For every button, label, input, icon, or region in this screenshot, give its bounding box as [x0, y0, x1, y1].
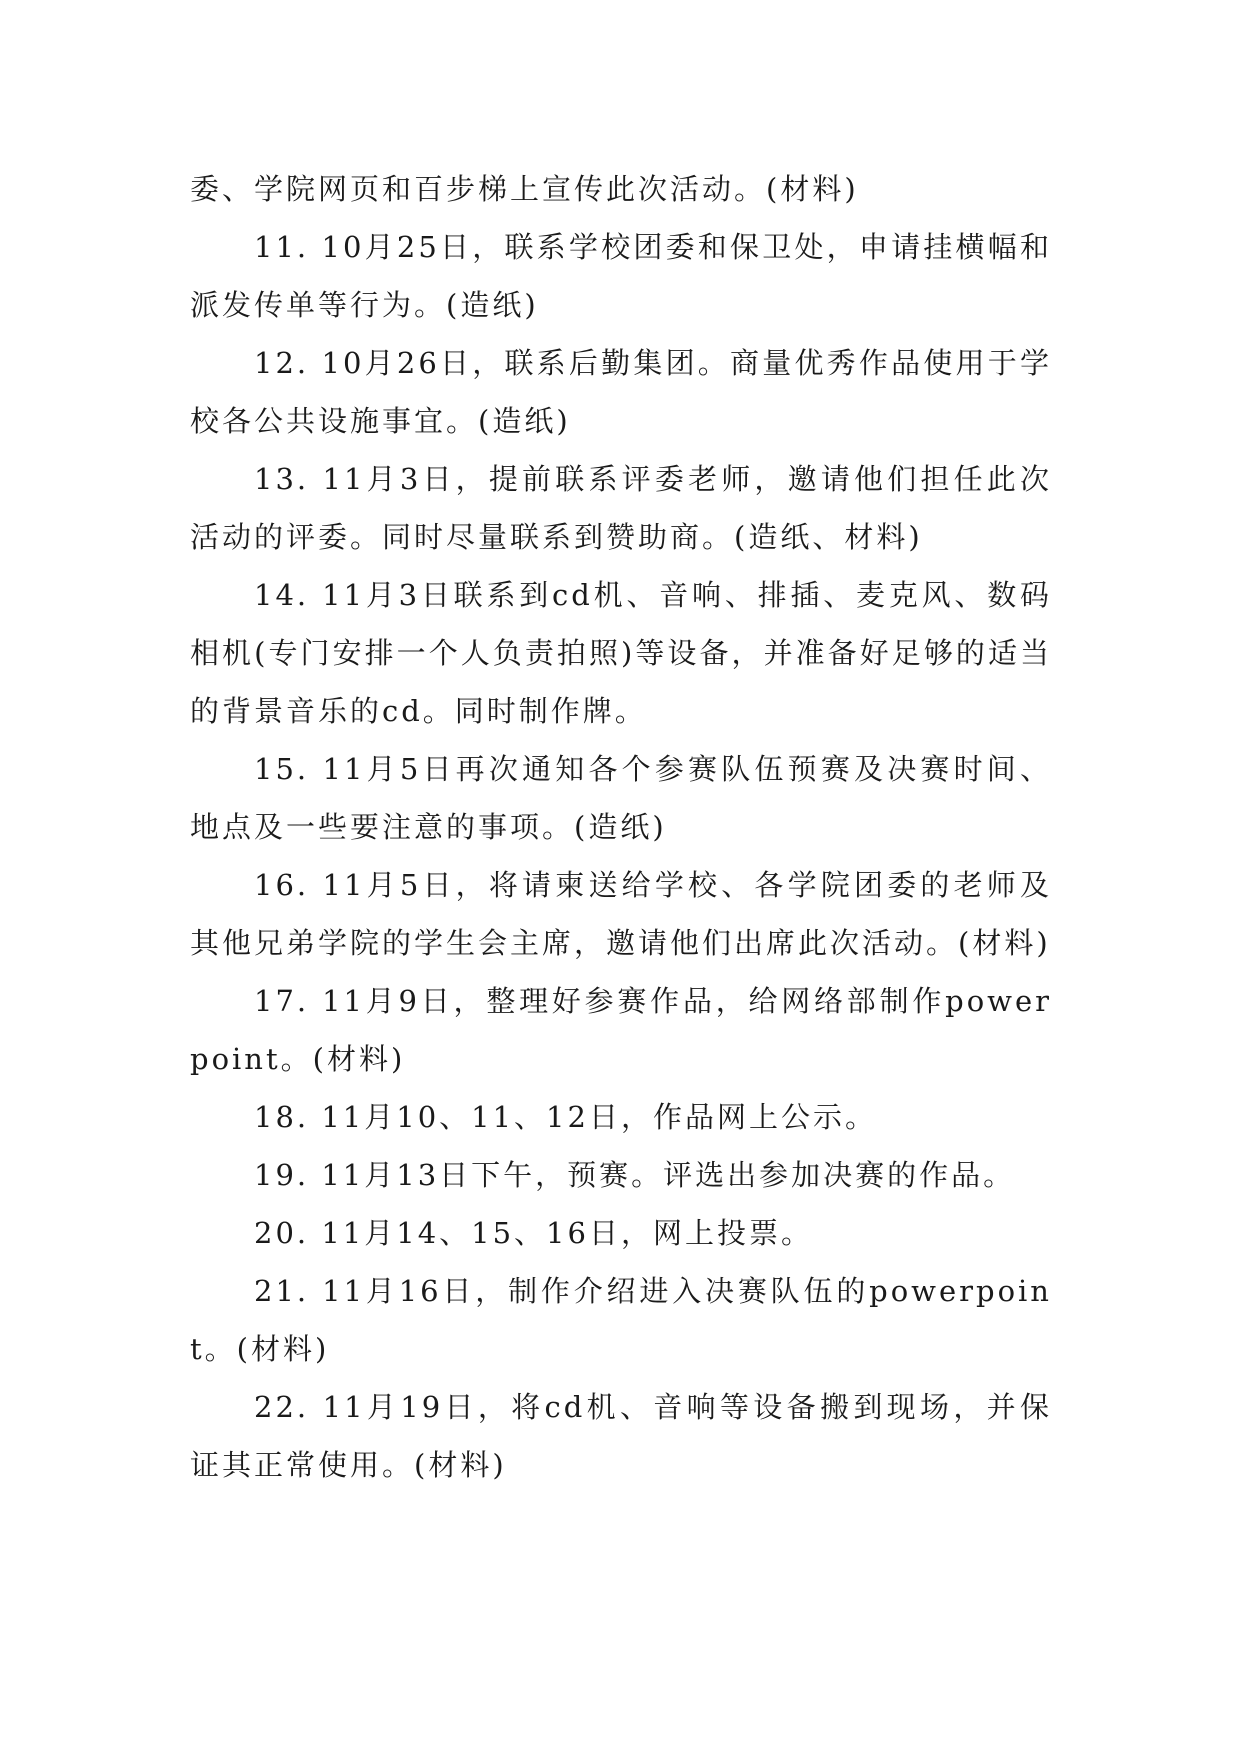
document-body [190, 160, 1052, 1494]
paragraph-item-14: 14. 11月3日联系到cd机、音响、排插、麦克风、数码相机(专门安排一个人负责拍照)等设备，并准备好足够的适当的背景音乐的cd。同时制作牌。 [190, 578, 1052, 728]
paragraph-item-19: 19. 11月13日下午，预赛。评选出参加决赛的作品。 [254, 1158, 1016, 1192]
paragraph-item-17: 17. 11月9日，整理好参赛作品，给网络部制作powerpoint。(材料) [190, 984, 1052, 1076]
paragraph-item-12: 12. 10月26日，联系后勤集团。商量优秀作品使用于学校各公共设施事宜。(造纸) [190, 346, 1052, 438]
paragraph-item-20: 20. 11月14、15、16日，网上投票。 [254, 1216, 813, 1250]
paragraph-item-18: 18. 11月10、11、12日，作品网上公示。 [254, 1100, 877, 1134]
paragraph-continuation: 委、学院网页和百步梯上宣传此次活动。(材料) [190, 172, 859, 206]
paragraph-item-16: 16. 11月5日，将请柬送给学校、各学院团委的老师及其他兄弟学院的学生会主席，邀请他们出席此次活动。(材料) [190, 868, 1052, 960]
paragraph-item-15: 15. 11月5日再次通知各个参赛队伍预赛及决赛时间、地点及一些要注意的事项。(造纸) [190, 752, 1052, 844]
paragraph-item-22: 22. 11月19日，将cd机、音响等设备搬到现场，并保证其正常使用。(材料) [190, 1390, 1052, 1482]
paragraph-item-21: 21. 11月16日，制作介绍进入决赛队伍的powerpoint。(材料) [190, 1274, 1052, 1366]
paragraph-item-13: 13. 11月3日，提前联系评委老师，邀请他们担任此次活动的评委。同时尽量联系到赞助商。(造纸、材料) [190, 462, 1052, 554]
paragraph-item-11: 11. 10月25日，联系学校团委和保卫处，申请挂横幅和派发传单等行为。(造纸) [190, 230, 1052, 322]
